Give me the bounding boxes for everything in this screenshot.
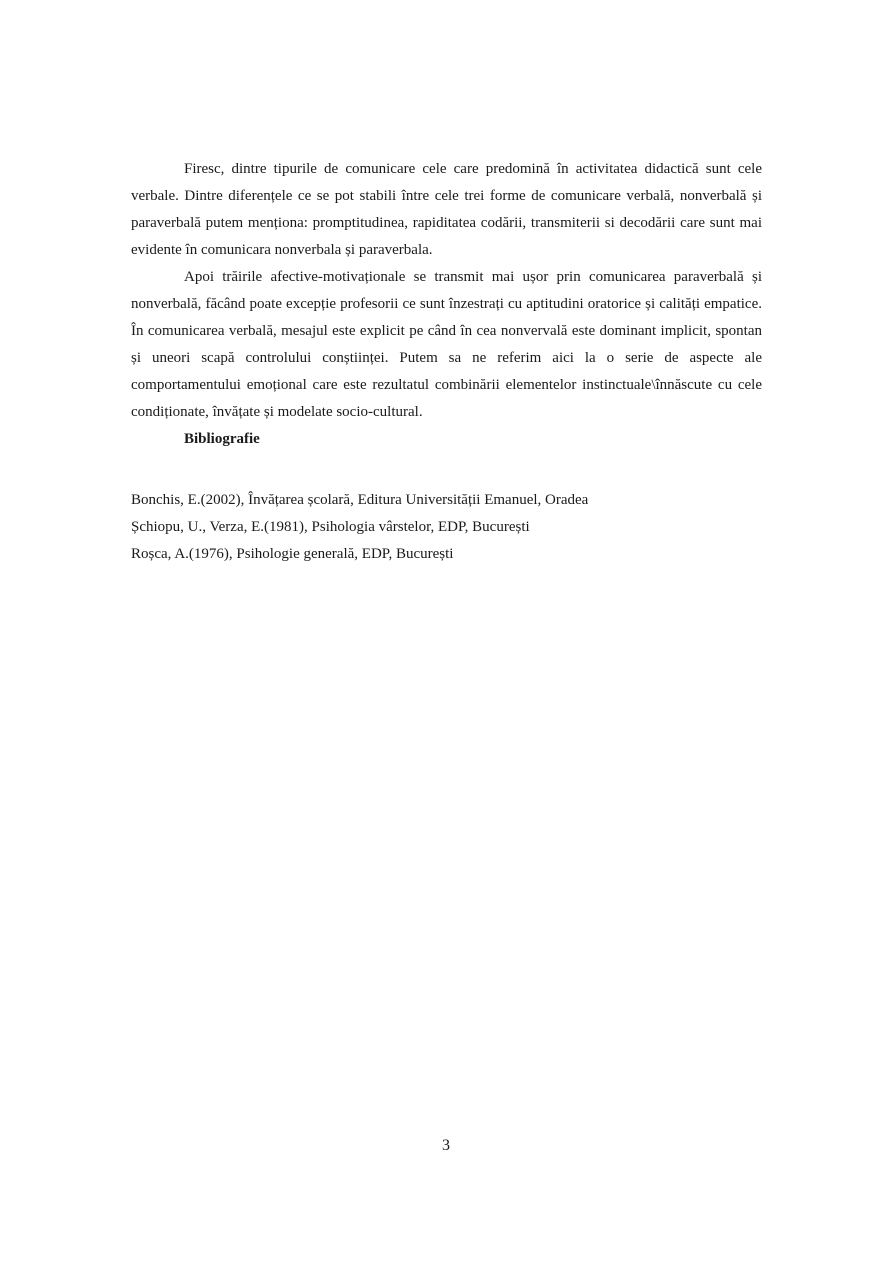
body-text — [131, 156, 762, 453]
bibliography-entry: Șchiopu, U., Verza, E.(1981), Psihologia vârstelor, EDP, București — [131, 519, 530, 535]
paragraph-1: Firesc, dintre tipurile de comunicare cele care predomină în activitatea didactică sunt cele verbale. Dintre diferențele ce se pot stabili între cele trei forme de comunicare verbală, nonverbală și paraverbală putem menționa: promptitudinea, rapiditatea codării, transmiterii si decodării care sunt mai evidente în comunicara nonverbala și paraverbala. — [131, 161, 762, 258]
bibliography-entry: Roșca, A.(1976), Psihologie generală, EDP, București — [131, 546, 454, 562]
bibliography-entry: Bonchis, E.(2002), Învățarea școlară, Editura Universității Emanuel, Oradea — [131, 492, 589, 508]
bibliography-heading: Bibliografie — [184, 431, 260, 447]
bibliography-list — [131, 487, 762, 568]
page-number: 3 — [442, 1137, 450, 1154]
paragraph-2: Apoi trăirile afective-motivaționale se transmit mai ușor prin comunicarea paraverbală și nonverbală, făcând poate excepție profesorii ce sunt înzestrați cu aptitudini oratorice și calități empatice. În comunicarea verbală, mesajul este explicit pe când în cea nonvervală este dominant implicit, spontan și uneori scapă controlului conștiinței. Putem sa ne referim aici la o serie de aspecte ale comportamentului emoțional care este rezultatul combinării elementelor instinctuale\înnăscute cu cele condiționate, învățate și modelate socio-cultural. — [131, 269, 762, 420]
